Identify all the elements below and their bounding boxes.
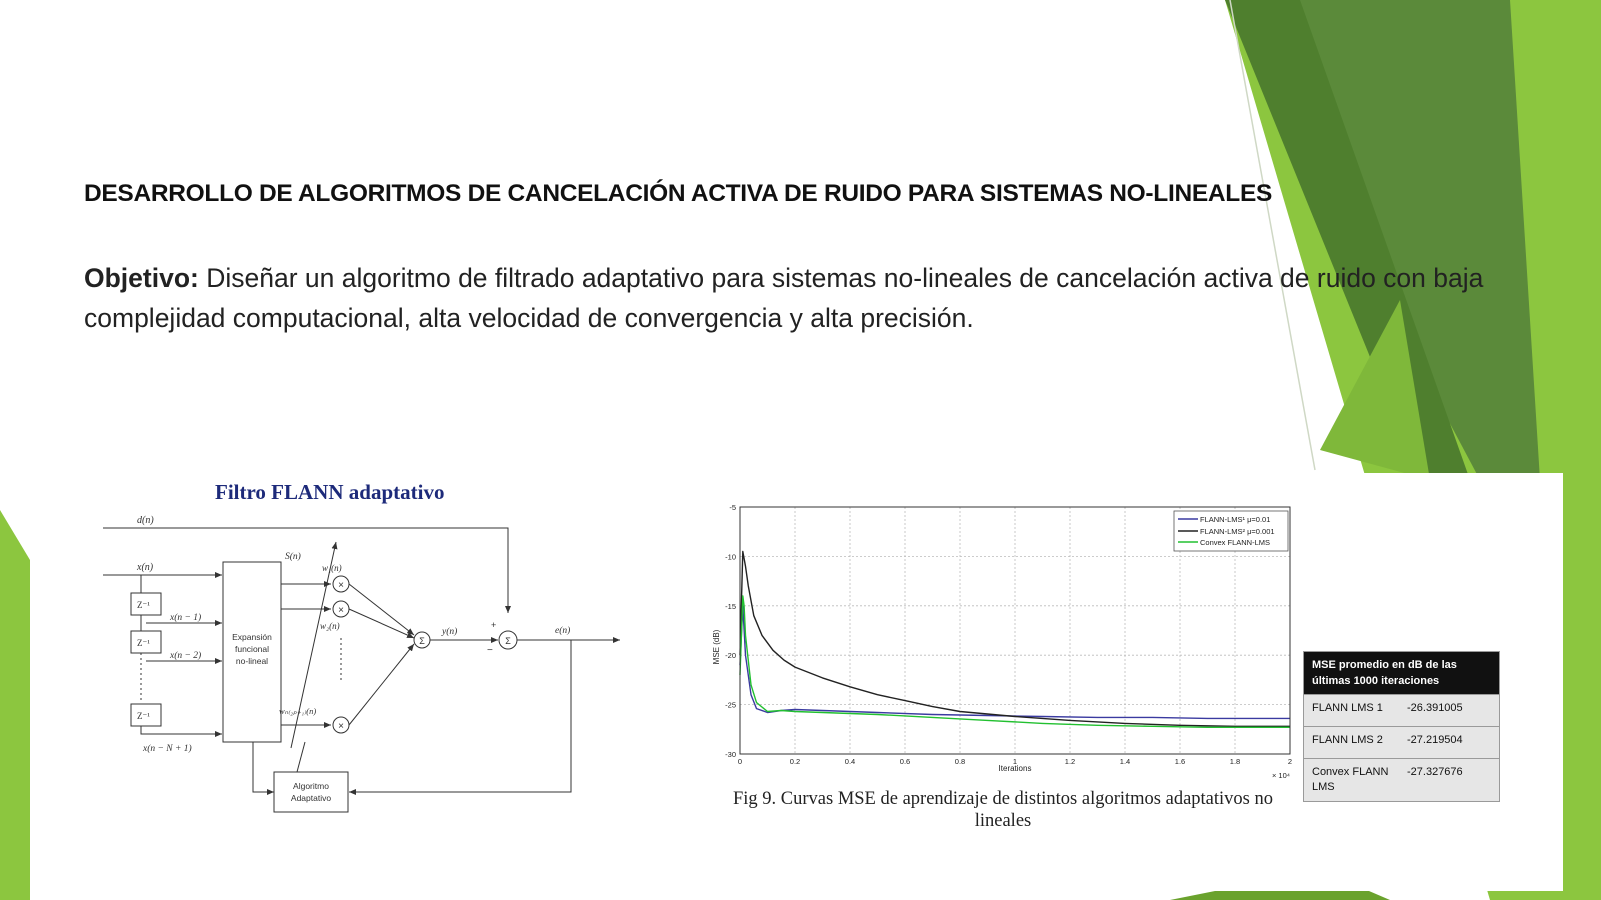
row-value: -27.219504 bbox=[1407, 734, 1463, 746]
x-axis-label: Iterations bbox=[998, 764, 1032, 773]
slide-title: DESARROLLO DE ALGORITMOS DE CANCELACIÓN ACTIVA DE RUIDO PARA SISTEMAS NO-LINEALES bbox=[84, 180, 1273, 207]
legend-label-3: Convex FLANN-LMS bbox=[1200, 538, 1271, 547]
objective-label: Objetivo: bbox=[84, 263, 199, 293]
expansion-label-3: no-lineal bbox=[235, 656, 269, 666]
objective-paragraph bbox=[84, 258, 1504, 338]
x-tick-label: 1.4 bbox=[1119, 757, 1131, 766]
x1-label: x(n − 1) bbox=[170, 613, 202, 623]
expansion-label-1: Expansión bbox=[232, 632, 272, 642]
expansion-label-2: funcional bbox=[234, 644, 270, 654]
x-tick-label: 1 bbox=[1012, 757, 1018, 766]
y-tick-label: -20 bbox=[725, 651, 736, 661]
flann-block-diagram bbox=[95, 478, 630, 828]
table-row bbox=[1304, 726, 1499, 758]
x-tick-label: 0.4 bbox=[844, 757, 856, 766]
x-tick-label: 1.8 bbox=[1229, 757, 1241, 766]
e-label: e(n) bbox=[555, 626, 571, 636]
sum-node-2-symbol: Σ bbox=[505, 636, 511, 646]
y-tick-label: -10 bbox=[725, 552, 736, 562]
legend-label-2: FLANN-LMS² μ=0.001 bbox=[1200, 527, 1275, 536]
delay-label-2: Z⁻¹ bbox=[137, 638, 150, 648]
row-name: Convex FLANN LMS bbox=[1312, 766, 1389, 793]
x-tick-label: 2 bbox=[1287, 757, 1293, 766]
multiplier-n-symbol: × bbox=[338, 721, 344, 732]
x-label: x(n) bbox=[137, 562, 154, 573]
series-line-1 bbox=[740, 606, 1290, 719]
w2-label: w₂(n) bbox=[320, 621, 340, 631]
delay-label-3: Z⁻¹ bbox=[137, 711, 150, 721]
w1-label: w₁(n) bbox=[322, 563, 342, 573]
plus-sign: + bbox=[491, 620, 497, 630]
minus-sign: − bbox=[487, 645, 493, 656]
x2-label: x(n − 2) bbox=[170, 651, 202, 661]
figure-caption: Fig 9. Curvas MSE de aprendizaje de distintos algoritmos adaptativos no lineales bbox=[732, 789, 1273, 831]
chart-legend bbox=[1174, 511, 1288, 551]
algo-label-2: Adaptativo bbox=[290, 793, 332, 803]
y-axis-label: MSE (dB) bbox=[712, 629, 721, 665]
row-value: -26.391005 bbox=[1407, 702, 1463, 714]
legend-label-1: FLANN-LMS¹ μ=0.01 bbox=[1200, 515, 1271, 524]
adaptive-algorithm-block bbox=[274, 772, 348, 812]
d-label: d(n) bbox=[137, 515, 154, 526]
table-row bbox=[1304, 694, 1499, 726]
mse-learning-curve-chart bbox=[710, 495, 1300, 785]
row-name: FLANN LMS 2 bbox=[1312, 734, 1383, 746]
y-tick-label: -30 bbox=[725, 750, 736, 759]
row-name: FLANN LMS 1 bbox=[1312, 702, 1383, 714]
xN-label: x(n − N + 1) bbox=[143, 744, 192, 754]
y-tick-label: -15 bbox=[725, 601, 736, 611]
x-tick-label: 0.2 bbox=[789, 757, 801, 766]
table-header: MSE promedio en dB de las últimas 1000 iteraciones bbox=[1304, 652, 1499, 694]
algo-label-1: Algoritmo bbox=[293, 781, 329, 791]
y-tick-label: -5 bbox=[729, 503, 736, 512]
mse-results-table bbox=[1303, 651, 1500, 802]
x-axis-multiplier: × 10⁴ bbox=[1271, 771, 1290, 780]
objective-text: Diseñar un algoritmo de filtrado adaptativo para sistemas no-lineales de cancelación activa de ruido con baja complejidad computacional, alta velocidad de convergencia y alta precisión. bbox=[84, 263, 1484, 333]
table-row bbox=[1304, 758, 1499, 801]
s-label: S(n) bbox=[285, 552, 301, 562]
diagram-title: Filtro FLANN adaptativo bbox=[215, 480, 445, 504]
wN-label: wₙ₍₂ₚ₊₁₎(n) bbox=[279, 706, 317, 716]
multiplier-2-symbol: × bbox=[338, 605, 344, 616]
x-tick-label: 0 bbox=[737, 757, 743, 766]
row-value: -27.327676 bbox=[1407, 766, 1463, 778]
y-label: y(n) bbox=[442, 627, 458, 637]
sum-node-1-symbol: Σ bbox=[419, 636, 425, 646]
x-tick-label: 0.8 bbox=[954, 757, 966, 766]
x-tick-label: 0.6 bbox=[899, 757, 911, 766]
delay-label-1: Z⁻¹ bbox=[137, 600, 150, 610]
x-tick-label: 1.2 bbox=[1064, 757, 1076, 766]
x-tick-label: 1.6 bbox=[1174, 757, 1186, 766]
y-tick-label: -25 bbox=[725, 700, 736, 710]
multiplier-1-symbol: × bbox=[338, 580, 344, 591]
